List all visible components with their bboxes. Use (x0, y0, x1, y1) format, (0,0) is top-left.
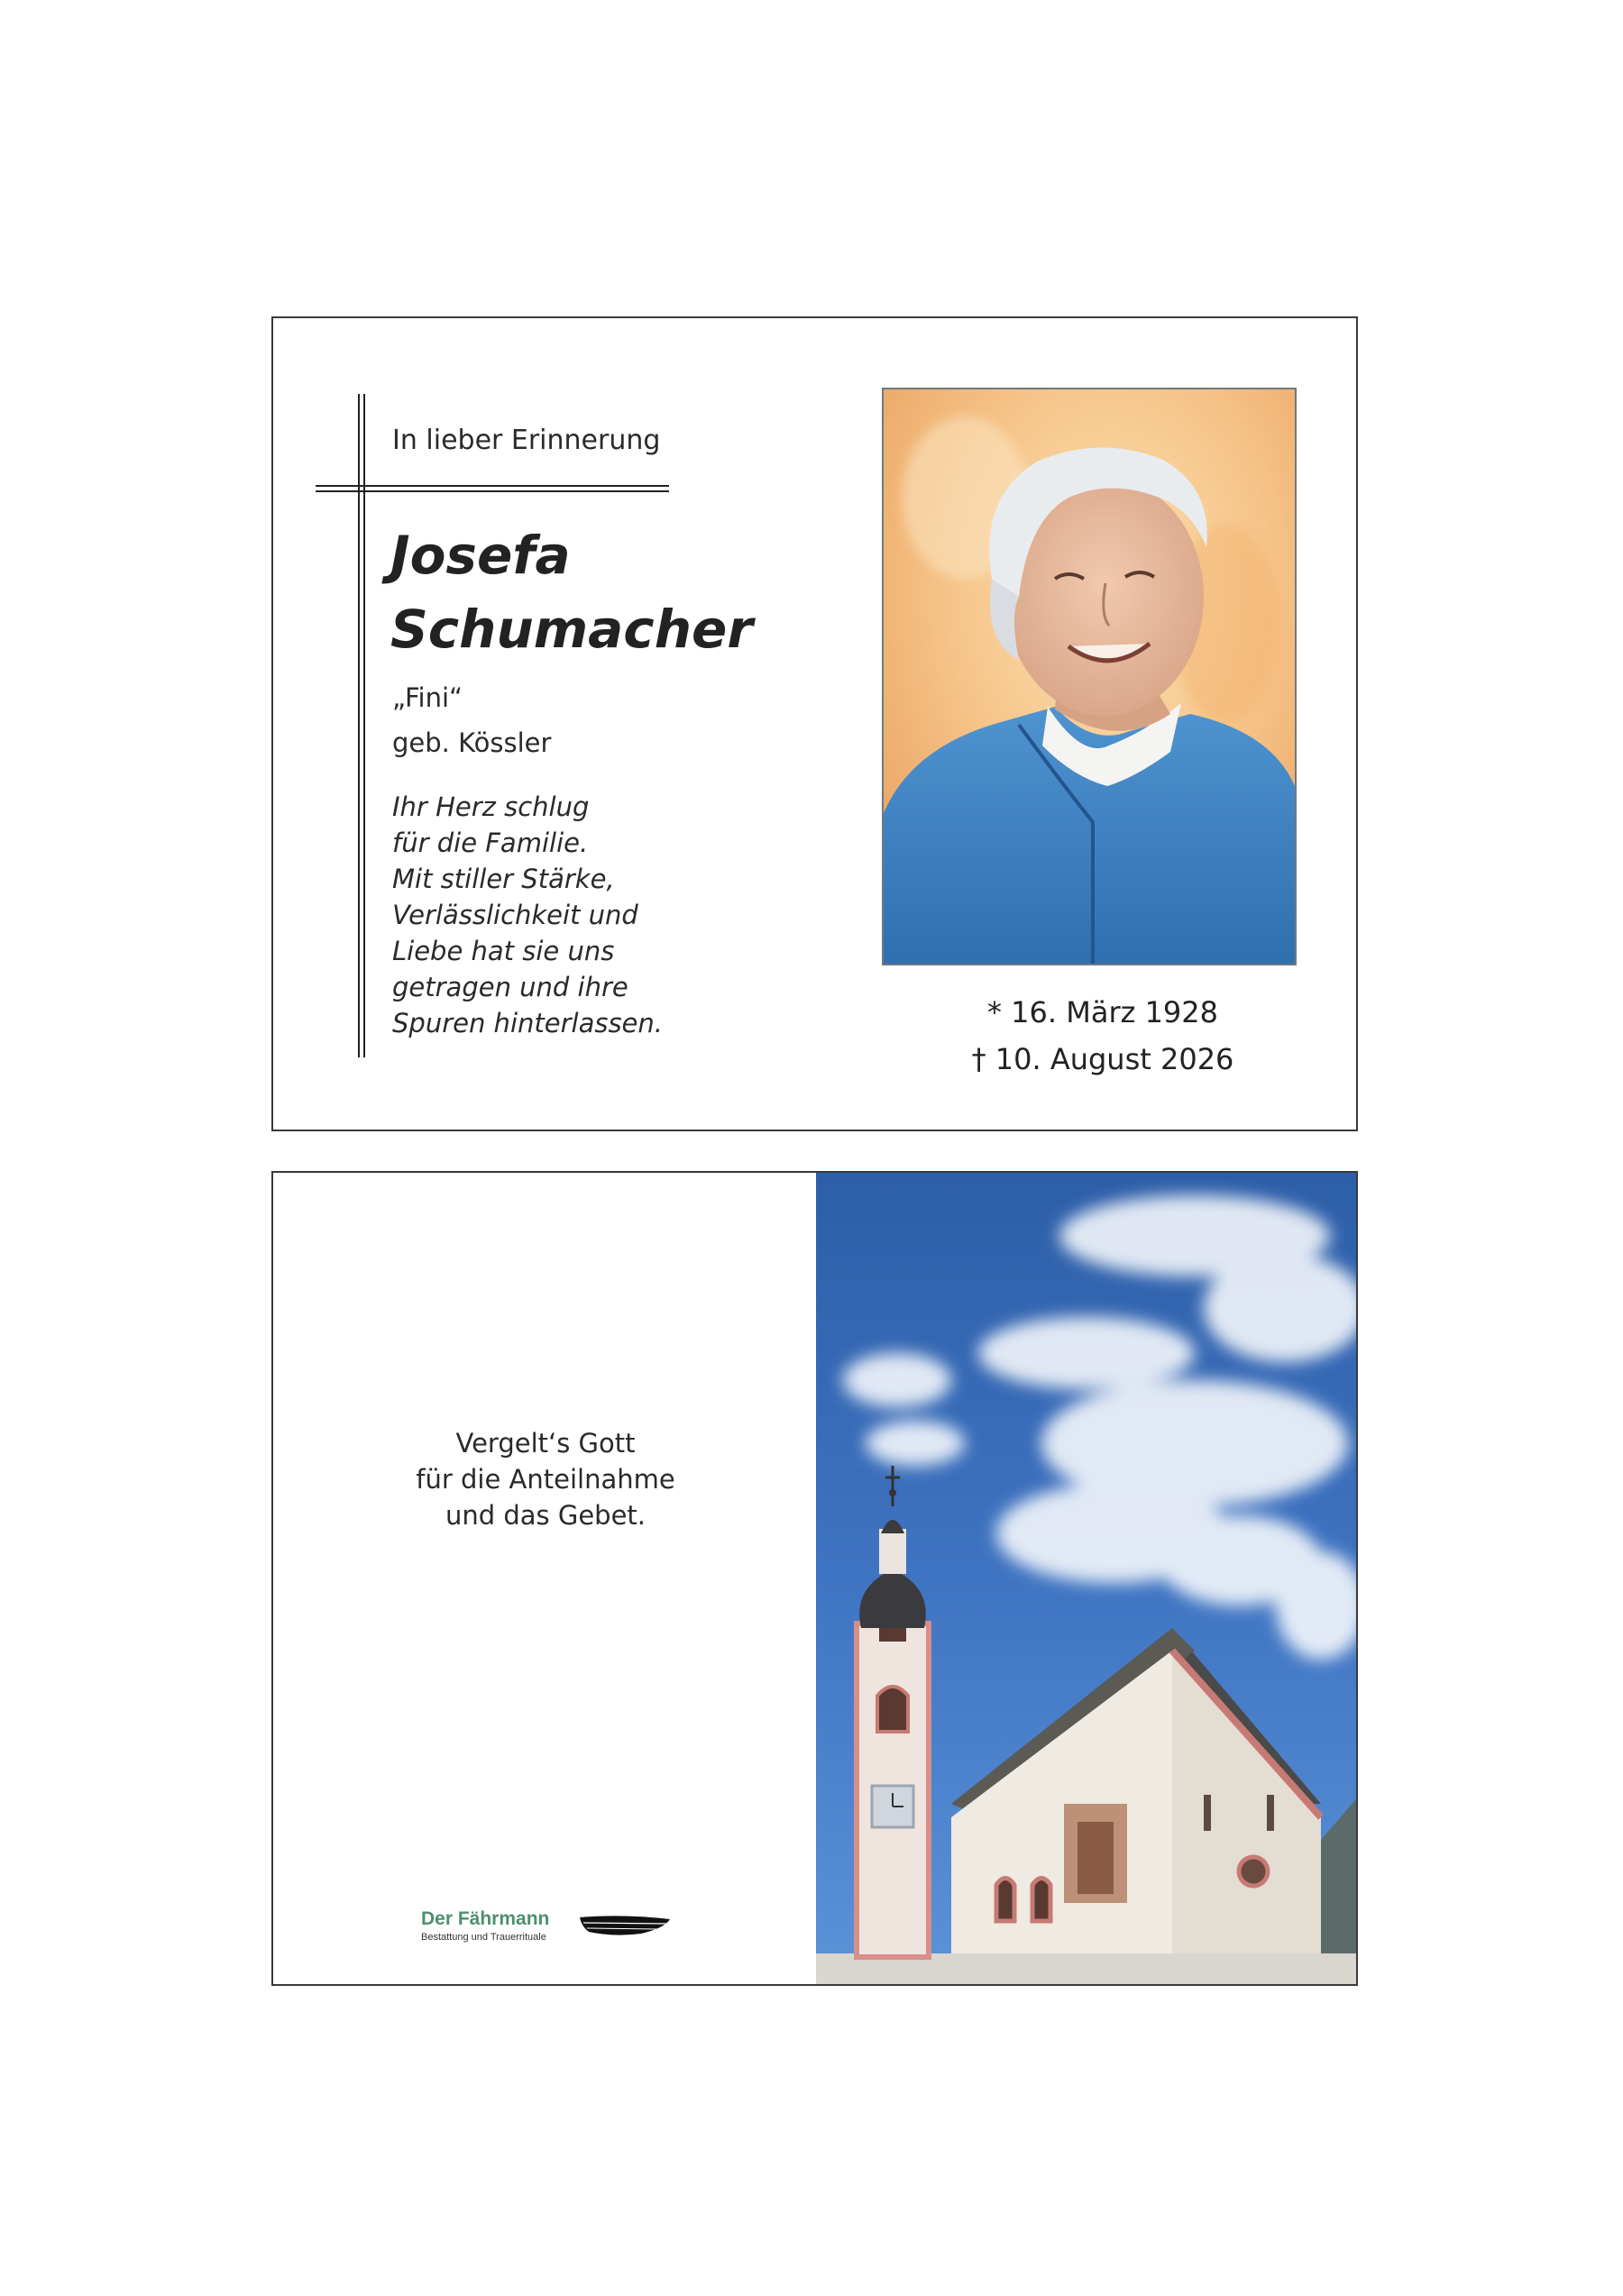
thanks-line: Vergelt‘s Gott (455, 1428, 636, 1459)
verse-line: Liebe hat sie uns (392, 936, 615, 966)
verse-line: Spuren hinterlassen. (392, 1008, 663, 1038)
life-dates (931, 989, 1274, 1083)
intro-text: In lieber Erinnerung (392, 425, 661, 456)
death-date: † 10. August 2026 (971, 1042, 1234, 1076)
portrait-photo (882, 388, 1297, 965)
funeral-home-logo (421, 1908, 549, 1943)
birth-name: geb. Kössler (392, 727, 552, 758)
portrait-illustration (884, 389, 1295, 964)
birth-date: * 16. März 1928 (986, 995, 1218, 1029)
logo-name: Der Fährmann (421, 1908, 550, 1929)
verse-line: Verlässlichkeit und (392, 900, 638, 930)
verse-line: getragen und ihre (392, 972, 628, 1002)
cross-vertical-bar (358, 394, 365, 1057)
deceased-name (390, 518, 753, 666)
verse-line: Mit stiller Stärke, (392, 864, 615, 894)
verse-line: für die Familie. (392, 828, 589, 858)
last-name: Schumacher (390, 599, 753, 660)
verse-line: Ihr Herz schlug (392, 791, 590, 822)
logo-tagline: Bestattung und Trauerrituale (421, 1932, 546, 1943)
memorial-card-front (271, 316, 1358, 1131)
boat-icon (578, 1912, 672, 1939)
nickname: „Fini“ (392, 682, 463, 713)
thanks-line: für die Anteilnahme (416, 1464, 675, 1495)
thanks-line: und das Gebet. (445, 1500, 646, 1531)
verse (392, 789, 663, 1041)
church-photo (816, 1173, 1358, 1986)
memorial-card-back (271, 1171, 1358, 1986)
church-illustration (816, 1173, 1358, 1986)
thank-you-text (273, 1425, 818, 1533)
first-name: Josefa (390, 525, 571, 586)
cross-horizontal-bar (316, 485, 669, 492)
